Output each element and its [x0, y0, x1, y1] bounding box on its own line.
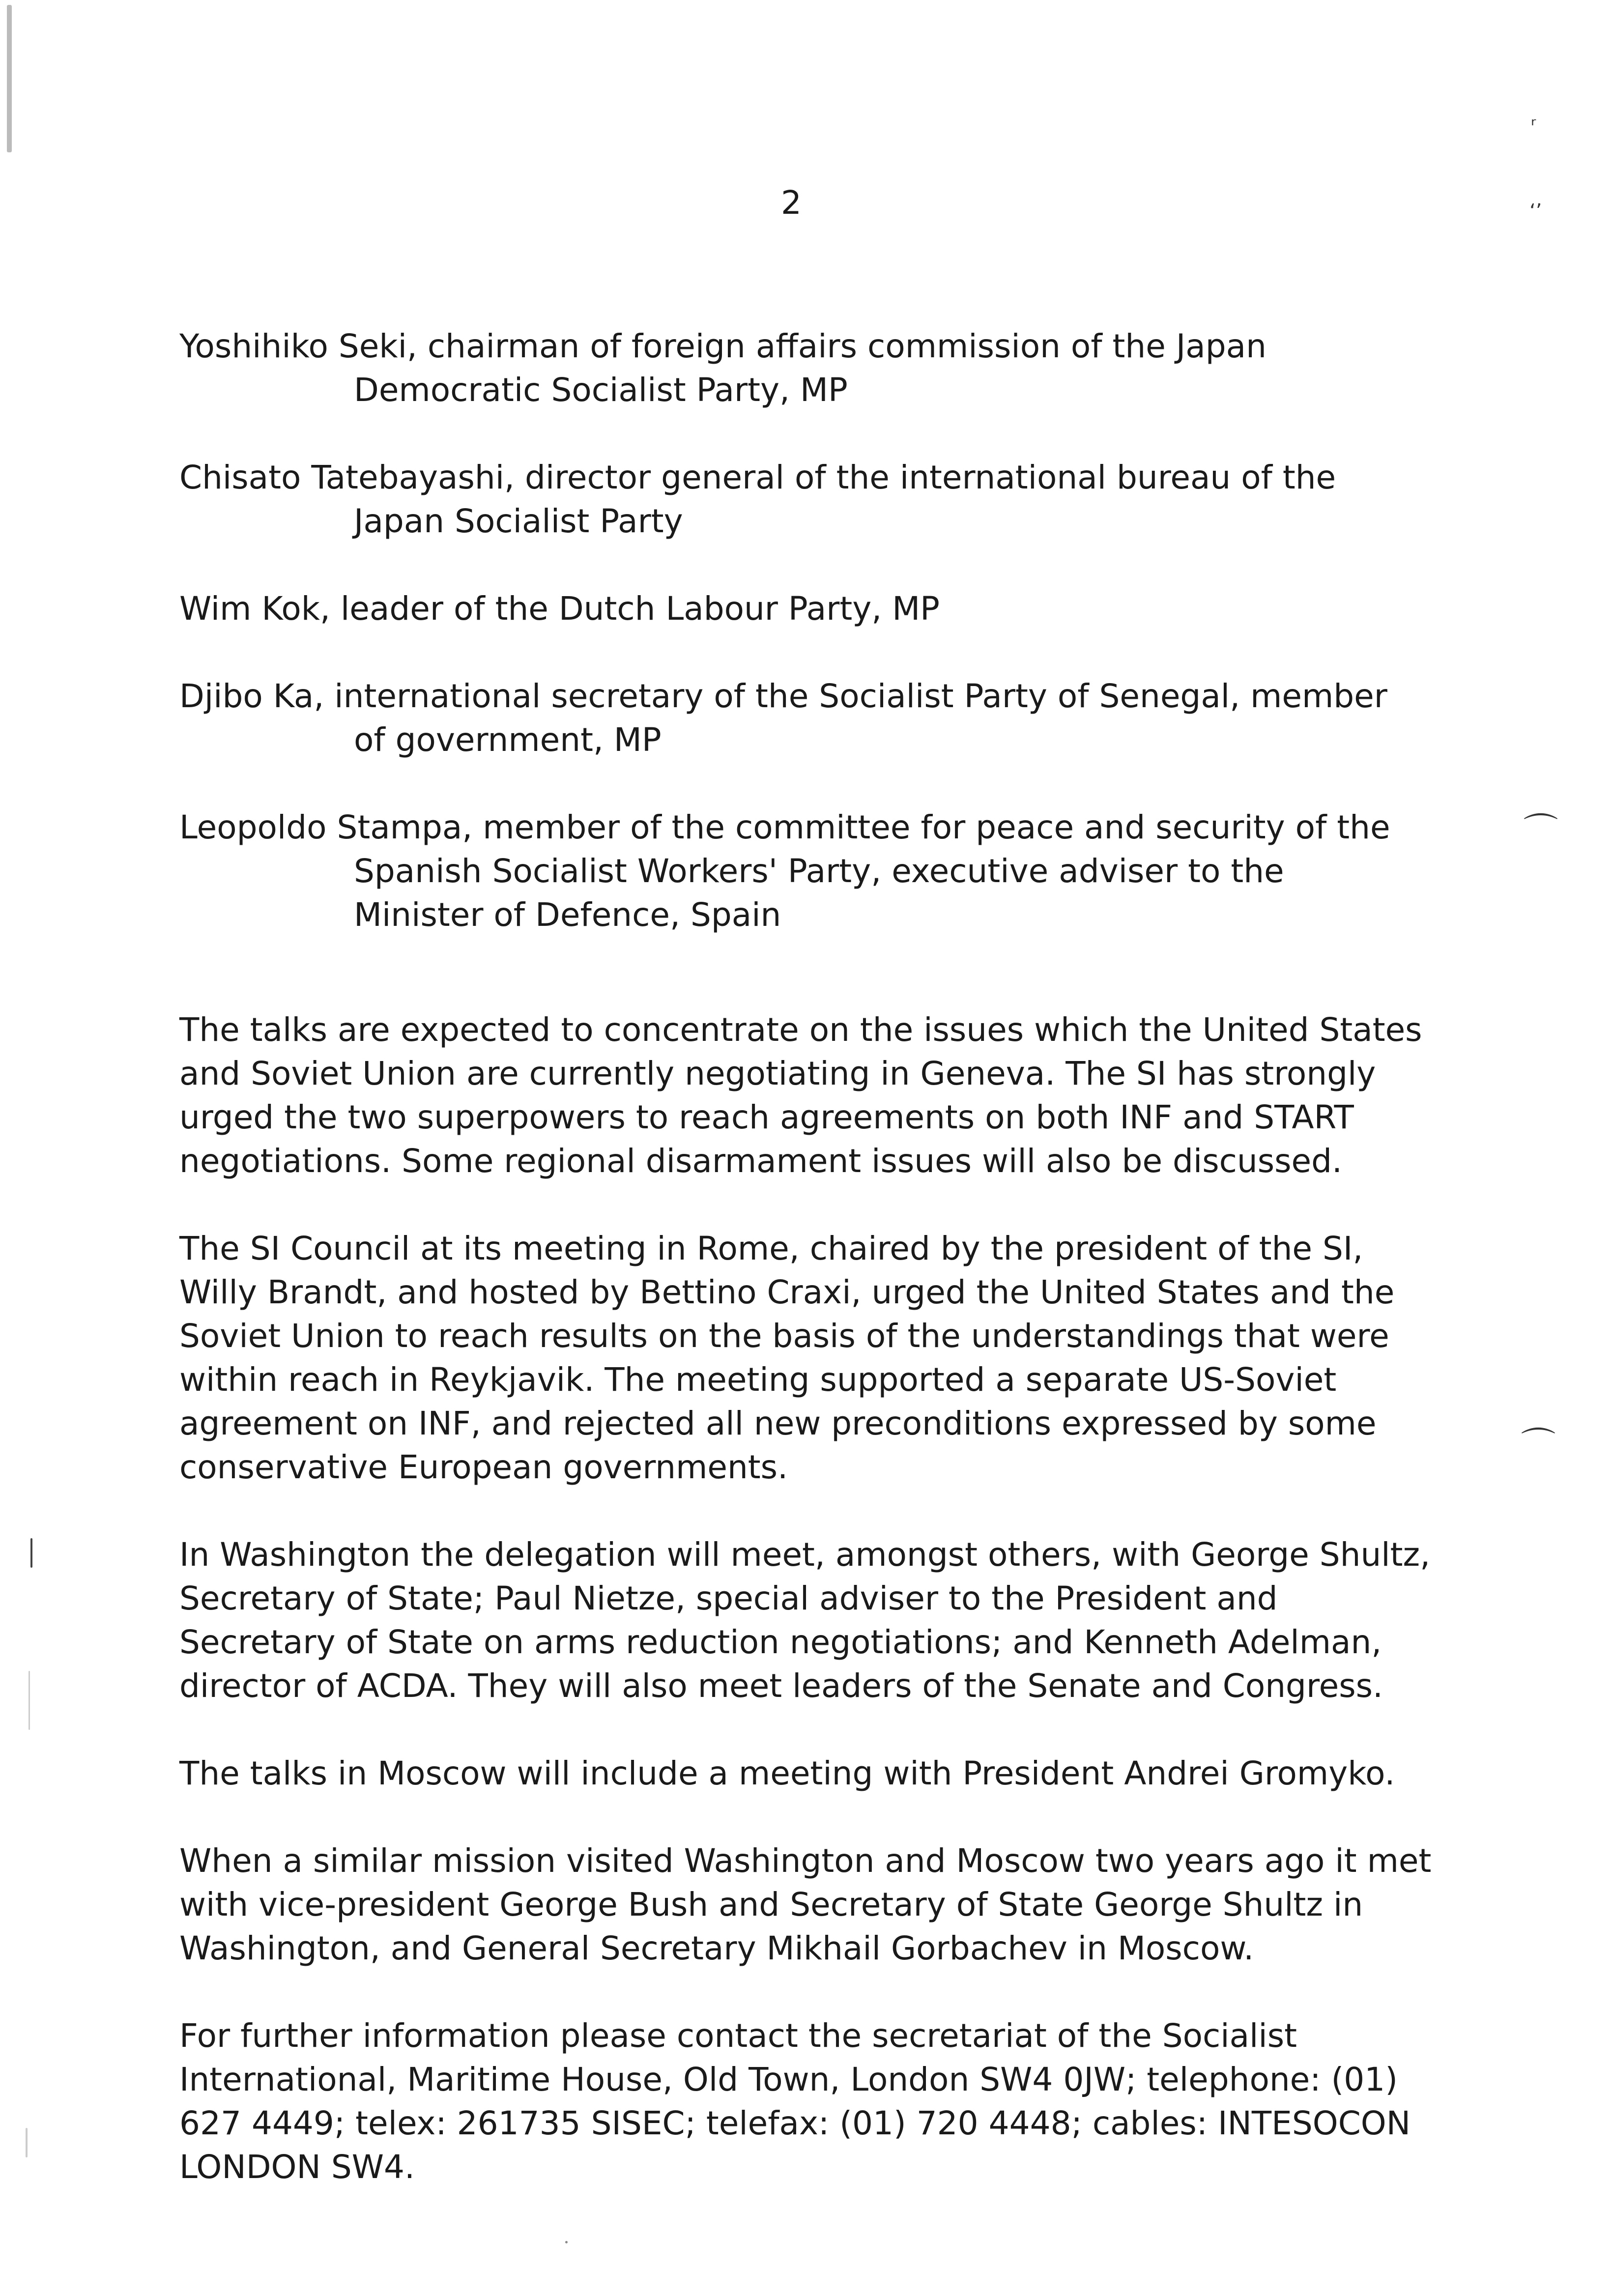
- page-number: 2: [781, 184, 802, 222]
- paragraph-previous-mission: [179, 1839, 1438, 1970]
- delegate-line: Chisato Tatebayashi, director general of the international bureau of the: [179, 459, 1336, 496]
- paragraph-line: within reach in Reykjavik. The meeting supported a separate US-Soviet: [179, 1361, 1337, 1399]
- paragraph-line: 627 4449; telex: 261735 SISEC; telefax: (01) 720 4448; cables: INTESOCON: [179, 2104, 1411, 2142]
- paragraph-line: Washington, and General Secretary Mikhail Gorbachev in Moscow.: [179, 1929, 1254, 1967]
- scan-mark: ʳ: [1531, 114, 1536, 137]
- delegate-entry: [179, 674, 1438, 762]
- margin-bracket-mark: ⌒: [1521, 1425, 1555, 1465]
- paragraph-line: agreement on INF, and rejected all new preconditions expressed by some: [179, 1405, 1377, 1442]
- delegate-line: of government, MP: [354, 721, 662, 759]
- paragraph-contact-info: [179, 2014, 1438, 2189]
- delegate-line: Japan Socialist Party: [354, 502, 683, 540]
- paragraph-line: urged the two superpowers to reach agreements on both INF and START: [179, 1098, 1354, 1136]
- paragraph-line: Willy Brandt, and hosted by Bettino Craxi, urged the United States and the: [179, 1273, 1395, 1311]
- paragraph-si-council: [179, 1227, 1438, 1489]
- paragraph-line: Secretary of State; Paul Nietze, special adviser to the President and: [179, 1579, 1278, 1617]
- paragraph-line: International, Maritime House, Old Town, London SW4 0JW; telephone: (01): [179, 2061, 1398, 2098]
- delegate-entry: [179, 805, 1438, 937]
- paragraph-washington: [179, 1533, 1438, 1708]
- delegate-entry: [179, 587, 1438, 631]
- paragraph-line: conservative European governments.: [179, 1448, 788, 1486]
- scan-speck: [7, 5, 12, 152]
- delegate-line: Yoshihiko Seki, chairman of foreign affairs commission of the Japan: [179, 327, 1267, 365]
- delegate-list: [179, 324, 1438, 937]
- delegate-line: Spanish Socialist Workers' Party, executive adviser to the: [354, 852, 1284, 890]
- paragraph-line: with vice-president George Bush and Secretary of State George Shultz in: [179, 1886, 1363, 1923]
- scan-speck: [565, 2241, 568, 2243]
- paragraph-line: Secretary of State on arms reduction negotiations; and Kenneth Adelman,: [179, 1623, 1382, 1661]
- paragraph-line: The talks are expected to concentrate on the issues which the United States: [179, 1011, 1422, 1049]
- scan-speck: [26, 2128, 28, 2157]
- delegate-line: Minister of Defence, Spain: [354, 896, 781, 934]
- paragraph-line: negotiations. Some regional disarmament issues will also be discussed.: [179, 1142, 1343, 1180]
- delegate-entry: [179, 456, 1438, 543]
- margin-bracket-mark: ⌒: [1524, 810, 1558, 851]
- delegate-entry: [179, 324, 1438, 412]
- paragraph-line: For further information please contact the secretariat of the Socialist: [179, 2017, 1297, 2055]
- paragraph-line: director of ACDA. They will also meet leaders of the Senate and Congress.: [179, 1667, 1383, 1705]
- paragraph-line: When a similar mission visited Washington and Moscow two years ago it met: [179, 1842, 1432, 1880]
- delegate-line: Democratic Socialist Party, MP: [354, 371, 848, 409]
- paragraph-moscow: [179, 1751, 1438, 1795]
- scan-mark: ʻʼ: [1529, 200, 1542, 223]
- paragraph-line: Soviet Union to reach results on the basis of the understandings that were: [179, 1317, 1389, 1355]
- paragraph-line: and Soviet Union are currently negotiating in Geneva. The SI has strongly: [179, 1055, 1376, 1092]
- document-body: [179, 324, 1438, 2233]
- delegate-line: Leopoldo Stampa, member of the committee for peace and security of the: [179, 808, 1390, 846]
- scan-speck: [30, 1538, 32, 1568]
- paragraph-line: The talks in Moscow will include a meeting with President Andrei Gromyko.: [179, 1754, 1395, 1792]
- scan-speck: [29, 1671, 30, 1730]
- paragraph-line: LONDON SW4.: [179, 2148, 415, 2186]
- paragraph-line: The SI Council at its meeting in Rome, chaired by the president of the SI,: [179, 1230, 1363, 1267]
- paragraph-talks-focus: [179, 1008, 1438, 1183]
- delegate-line: Wim Kok, leader of the Dutch Labour Party, MP: [179, 590, 940, 628]
- paragraph-line: In Washington the delegation will meet, amongst others, with George Shultz,: [179, 1536, 1431, 1574]
- delegate-line: Djibo Ka, international secretary of the Socialist Party of Senegal, member: [179, 677, 1387, 715]
